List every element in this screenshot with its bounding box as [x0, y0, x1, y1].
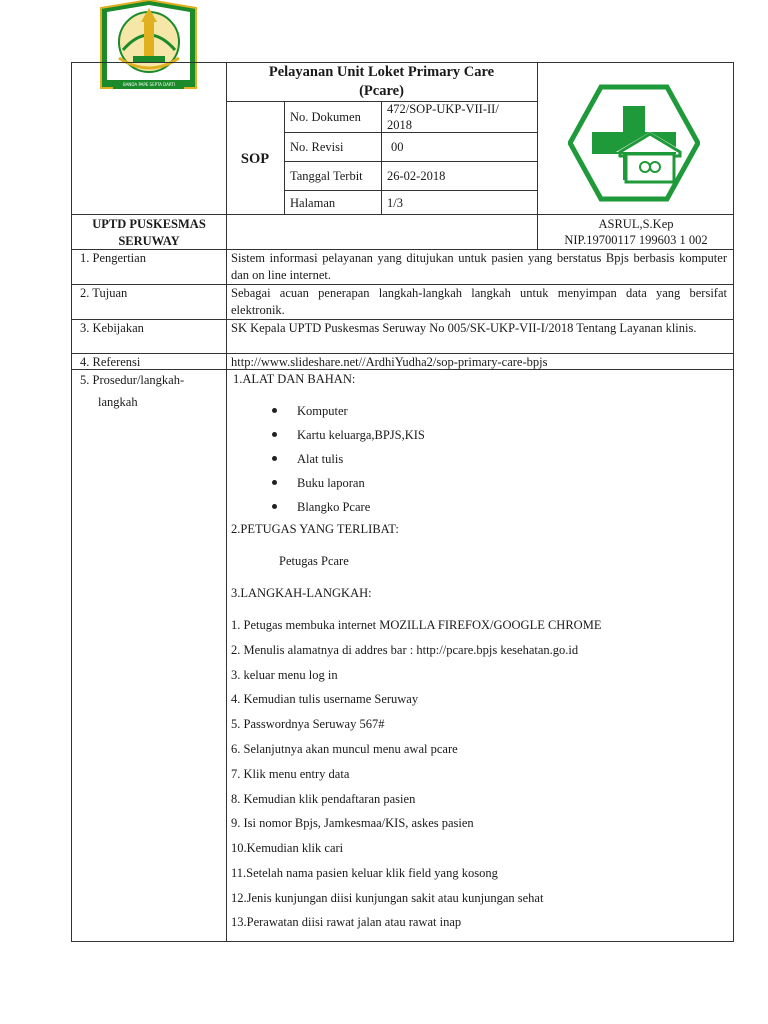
section-text-pengertian: Sistem informasi pelayanan yang ditujukan untuk pasien yang berstatus Bpjs berbasis komputer dan on line internet.: [231, 251, 727, 282]
list-item: 3. keluar menu log in: [231, 668, 338, 682]
tanggal-terbit-value: 26-02-2018: [387, 169, 446, 183]
section-text-kebijakan: SK Kepala UPTD Puskesmas Seruway No 005/SK-UKP-VII-I/2018 Tentang Layanan klinis.: [231, 321, 697, 335]
bullet-icon: [272, 408, 277, 413]
puskesmas-cross-house-icon: [568, 84, 700, 202]
section-label-referensi: 4. Referensi: [80, 355, 141, 369]
emblem-banner-text: BANDA PAPE SEPTA DARTI: [122, 82, 176, 87]
list-item: 13.Perawatan diisi rawat jalan atau rawat inap: [231, 915, 462, 929]
document-title: Pelayanan Unit Loket Primary Care: [268, 64, 495, 80]
list-item: 9. Isi nomor Bpjs, Jamkesmaa/KIS, askes pasien: [231, 816, 474, 830]
langkah-heading: 3.LANGKAH-LANGKAH:: [231, 586, 372, 600]
section-label-kebijakan: 3. Kebijakan: [80, 321, 144, 335]
bullet-icon: [272, 456, 277, 461]
list-item: Buku laporan: [297, 476, 365, 490]
section-label-pengertian: 1. Pengertian: [80, 251, 146, 265]
section-text-tujuan: Sebagai acuan penerapan langkah-langkah langkah untuk menyimpan data yang bersifat elektronik.: [231, 286, 727, 317]
list-item: 4. Kemudian tulis username Seruway: [231, 692, 419, 706]
halaman-value: 1/3: [387, 196, 403, 210]
regional-emblem-logo: [97, 0, 200, 96]
list-item: 11.Setelah nama pasien keluar klik field yang kosong: [231, 866, 498, 880]
signer-nip: NIP.19700117 199603 1 002: [564, 233, 708, 247]
halaman-label: Halaman: [290, 196, 336, 210]
no-revisi-value: 00: [391, 140, 404, 154]
section-label-tujuan: 2. Tujuan: [80, 286, 128, 300]
list-item: 6. Selanjutnya akan muncul menu awal pcare: [231, 742, 458, 756]
tanggal-terbit-label: Tanggal Terbit: [290, 169, 363, 183]
list-item: 12.Jenis kunjungan diisi kunjungan sakit atau kunjungan sehat: [231, 891, 544, 905]
list-item: 2. Menulis alamatnya di addres bar : http://pcare.bpjs kesehatan.go.id: [231, 643, 579, 657]
list-item: 10.Kemudian klik cari: [231, 841, 344, 855]
document-title-sub: (Pcare): [359, 83, 404, 99]
org-name-line2: SERUWAY: [118, 234, 180, 248]
signer-name: ASRUL,S.Kep: [598, 217, 674, 231]
list-item: Kartu keluarga,BPJS,KIS: [297, 428, 425, 442]
no-dokumen-label: No. Dokumen: [290, 110, 361, 124]
section-label-prosedur: 5. Prosedur/langkah-: [80, 373, 185, 387]
section-text-referensi: http://www.slideshare.net//ArdhiYudha2/sop-primary-care-bpjs: [231, 355, 548, 369]
list-item: 5. Passwordnya Seruway 567#: [231, 717, 385, 731]
list-item: 7. Klik menu entry data: [231, 767, 350, 781]
section-label-prosedur-cont: langkah: [98, 395, 138, 409]
list-item: 1. Petugas membuka internet MOZILLA FIREFOX/GOOGLE CHROME: [231, 618, 602, 632]
list-item: Blangko Pcare: [297, 500, 371, 514]
sop-label: SOP: [240, 151, 270, 167]
bullet-icon: [272, 504, 277, 509]
petugas-value: Petugas Pcare: [279, 554, 349, 568]
alat-heading: 1.ALAT DAN BAHAN:: [233, 372, 356, 386]
bullet-icon: [272, 480, 277, 485]
petugas-heading: 2.PETUGAS YANG TERLIBAT:: [231, 522, 399, 536]
no-dokumen-value: 472/SOP-UKP-VII-II/2018: [387, 102, 499, 132]
bullet-icon: [272, 432, 277, 437]
no-revisi-label: No. Revisi: [290, 140, 344, 154]
list-item: 8. Kemudian klik pendaftaran pasien: [231, 792, 416, 806]
org-name-line1: UPTD PUSKESMAS: [92, 217, 206, 231]
list-item: Alat tulis: [297, 452, 344, 466]
list-item: Komputer: [297, 404, 348, 418]
